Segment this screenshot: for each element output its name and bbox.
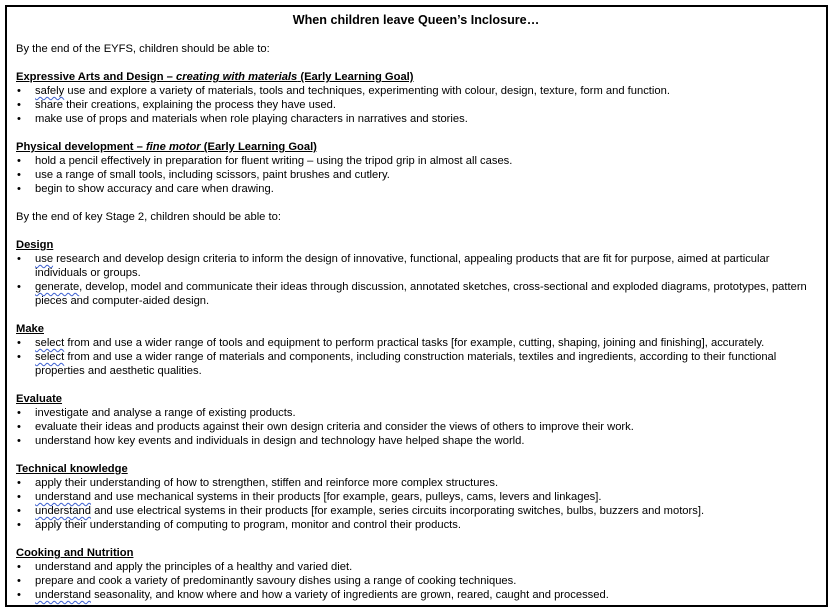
spellcheck-word: understand xyxy=(35,505,91,517)
list-item xyxy=(16,154,816,168)
eyfs-intro: By the end of the EYFS, children should be able to: xyxy=(16,43,270,55)
list-item xyxy=(16,518,816,532)
spellcheck-word: understand xyxy=(35,589,91,601)
list-item-text: from and use a wider range of tools and equipment to perform practical tasks [for example, cutting, shaping, joining and finishing], accurately. xyxy=(64,337,765,349)
list-item xyxy=(16,406,816,420)
list-item xyxy=(16,98,816,112)
list-item xyxy=(16,112,816,126)
spellcheck-word: use xyxy=(35,253,54,265)
list-item xyxy=(16,252,816,280)
list-make xyxy=(16,336,816,378)
list-item xyxy=(16,280,816,308)
list-design xyxy=(16,252,816,308)
list-item-text: understand how key events and individuals in design and technology have helped shape the world. xyxy=(35,435,525,447)
list-item xyxy=(16,420,816,434)
list-item-text: prepare and cook a variety of predominantly savoury dishes using a range of cooking techniques. xyxy=(35,575,517,587)
document-body xyxy=(16,7,816,602)
list-item-text: evaluate their ideas and products against their own design criteria and consider the views of others to improve their work. xyxy=(35,421,634,433)
spellcheck-word: select xyxy=(35,351,65,363)
section-heading-physical-development: Physical development – fine motor (Early Learning Goal) xyxy=(16,141,317,153)
list-item-text: and use electrical systems in their products [for example, series circuits incorporating switches, bulbs, buzzers and motors]. xyxy=(90,505,705,517)
list-item xyxy=(16,574,816,588)
list-item xyxy=(16,336,816,350)
spellcheck-word: safely xyxy=(35,85,65,97)
list-item-text: use a range of small tools, including scissors, paint brushes and cutlery. xyxy=(35,169,390,181)
list-evaluate xyxy=(16,406,816,448)
list-item-text: research and develop design criteria to inform the design of innovative, functional, appealing products that are fit for purpose, aimed at particular individuals or groups. xyxy=(35,253,770,279)
list-expressive-arts xyxy=(16,84,816,126)
document-frame xyxy=(5,5,828,607)
list-item-text: and use mechanical systems in their products [for example, gears, pulleys, cams, levers and linkages]. xyxy=(90,491,602,503)
spellcheck-word: select xyxy=(35,337,65,349)
list-item-text: use and explore a variety of materials, tools and techniques, experimenting with colour, design, texture, form and function. xyxy=(64,85,670,97)
ks2-intro: By the end of key Stage 2, children should be able to: xyxy=(16,211,281,223)
spellcheck-word: understand xyxy=(35,491,91,503)
section-heading-cooking-nutrition: Cooking and Nutrition xyxy=(16,547,134,559)
list-item xyxy=(16,490,816,504)
page-title: When children leave Queen’s Inclosure… xyxy=(292,13,540,27)
list-item xyxy=(16,560,816,574)
list-item xyxy=(16,168,816,182)
section-heading-expressive-arts: Expressive Arts and Design – creating with materials (Early Learning Goal) xyxy=(16,71,414,83)
list-item-text: share their creations, explaining the process they have used. xyxy=(35,99,336,111)
list-item xyxy=(16,504,816,518)
list-item xyxy=(16,434,816,448)
list-physical-development xyxy=(16,154,816,196)
list-item xyxy=(16,182,816,196)
list-item-text: apply their understanding of how to strengthen, stiffen and reinforce more complex structures. xyxy=(35,477,499,489)
list-item-text: apply their understanding of computing to program, monitor and control their products. xyxy=(35,519,461,531)
spellcheck-word: generate xyxy=(35,281,80,293)
list-technical-knowledge xyxy=(16,476,816,532)
section-heading-technical-knowledge: Technical knowledge xyxy=(16,463,128,475)
section-heading-make: Make xyxy=(16,323,44,335)
list-item-text: investigate and analyse a range of existing products. xyxy=(35,407,296,419)
list-item-text: hold a pencil effectively in preparation for fluent writing – using the tripod grip in almost all cases. xyxy=(35,155,513,167)
list-item-text: , develop, model and communicate their ideas through discussion, annotated sketches, cross-sectional and exploded diagrams, prototypes, pattern pieces and computer-aided design. xyxy=(35,281,807,307)
list-item xyxy=(16,350,816,378)
list-item xyxy=(16,84,816,98)
list-item-text: seasonality, and know where and how a variety of ingredients are grown, reared, caught and processed. xyxy=(90,589,609,601)
list-item-text: begin to show accuracy and care when drawing. xyxy=(35,183,274,195)
list-item-text: understand and apply the principles of a healthy and varied diet. xyxy=(35,561,353,573)
list-cooking-nutrition xyxy=(16,560,816,602)
list-item xyxy=(16,476,816,490)
list-item xyxy=(16,588,816,602)
section-heading-evaluate: Evaluate xyxy=(16,393,63,405)
section-heading-design: Design xyxy=(16,239,54,251)
list-item-text: make use of props and materials when role playing characters in narratives and stories. xyxy=(35,113,468,125)
list-item-text: from and use a wider range of materials and components, including construction materials, textiles and ingredients, according to their functional properties and aesthetic qualities. xyxy=(35,351,777,377)
